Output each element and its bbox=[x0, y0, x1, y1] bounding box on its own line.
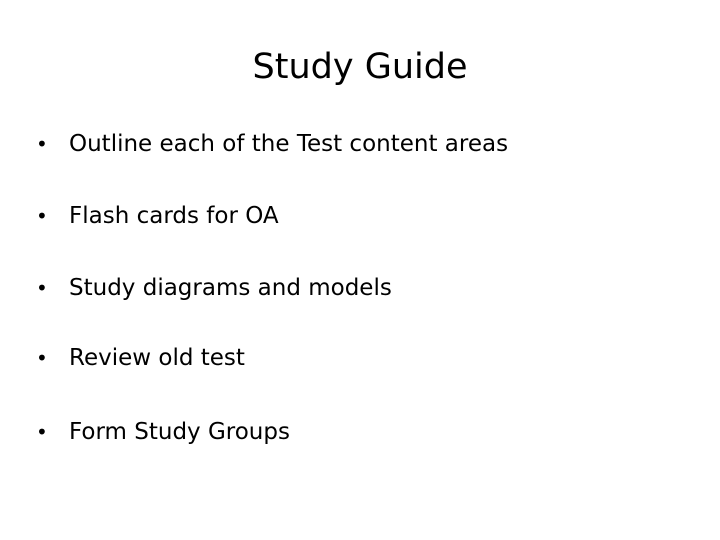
bullet-dot-icon: • bbox=[36, 132, 48, 156]
bullet-text: Study diagrams and models bbox=[69, 275, 392, 301]
bullet-dot-icon: • bbox=[36, 276, 48, 300]
bullet-text: Flash cards for OA bbox=[69, 203, 279, 229]
bullet-dot-icon: • bbox=[36, 204, 48, 228]
bullet-item bbox=[36, 343, 245, 373]
bullet-item bbox=[36, 201, 279, 231]
slide-title: Study Guide bbox=[252, 47, 468, 87]
bullet-dot-icon: • bbox=[36, 420, 48, 444]
bullet-text: Review old test bbox=[69, 345, 245, 371]
bullet-item bbox=[36, 129, 508, 159]
bullet-text: Form Study Groups bbox=[69, 419, 290, 445]
bullet-item bbox=[36, 417, 290, 447]
bullet-item bbox=[36, 273, 392, 303]
bullet-text: Outline each of the Test content areas bbox=[69, 131, 509, 157]
bullet-dot-icon: • bbox=[36, 346, 48, 370]
